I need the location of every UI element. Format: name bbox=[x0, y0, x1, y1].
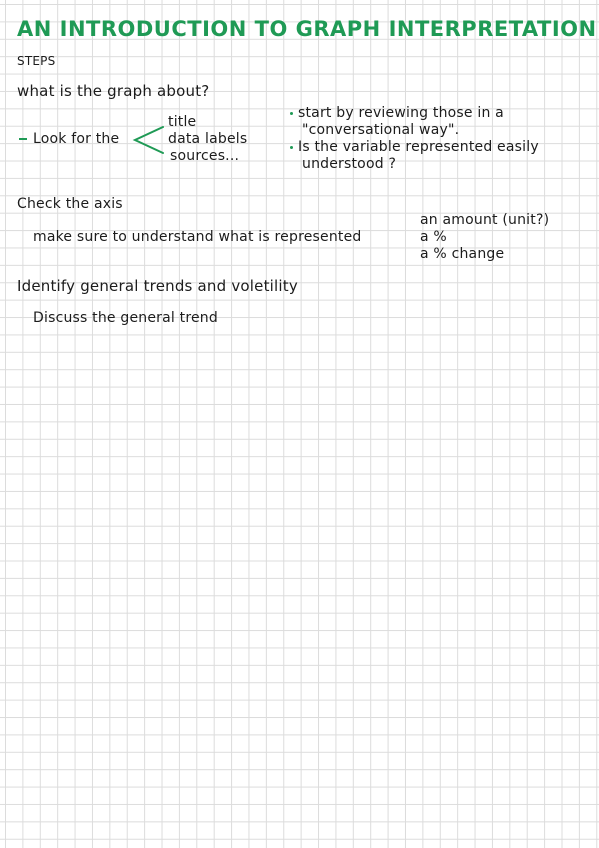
look-for-line bbox=[19, 131, 119, 147]
bullet-text: start by reviewing those in a bbox=[298, 105, 504, 121]
steps-label: STEPS bbox=[17, 54, 56, 68]
dash-bullet bbox=[19, 138, 27, 140]
look-item-sources: sources... bbox=[170, 148, 240, 164]
look-item-data-labels: data labels bbox=[168, 131, 248, 147]
bullet-line-2: "conversational way". bbox=[302, 122, 460, 138]
bullet-dot bbox=[290, 112, 293, 115]
option-percent: a % bbox=[420, 229, 447, 245]
option-amount: an amount (unit?) bbox=[420, 212, 550, 228]
check-axis-heading: Check the axis bbox=[17, 196, 123, 212]
bullet-line-1 bbox=[290, 105, 504, 121]
bullet-line-4: understood ? bbox=[302, 156, 397, 172]
identify-heading: Identify general trends and voletility bbox=[17, 277, 298, 295]
page-title: AN INTRODUCTION TO GRAPH INTERPRETATION bbox=[17, 17, 597, 41]
angle-bracket-icon bbox=[132, 124, 166, 156]
look-item-title: title bbox=[168, 114, 197, 130]
make-sure-text: make sure to understand what is represented bbox=[33, 229, 362, 245]
bullet-line-3 bbox=[290, 139, 539, 155]
bullet-dot bbox=[290, 146, 293, 149]
question-graph-about: what is the graph about? bbox=[17, 82, 210, 100]
bullet-text: Is the variable represented easily bbox=[298, 139, 539, 155]
option-percent-change: a % change bbox=[420, 246, 505, 262]
discuss-text: Discuss the general trend bbox=[33, 310, 218, 326]
look-for-text: Look for the bbox=[33, 131, 120, 147]
